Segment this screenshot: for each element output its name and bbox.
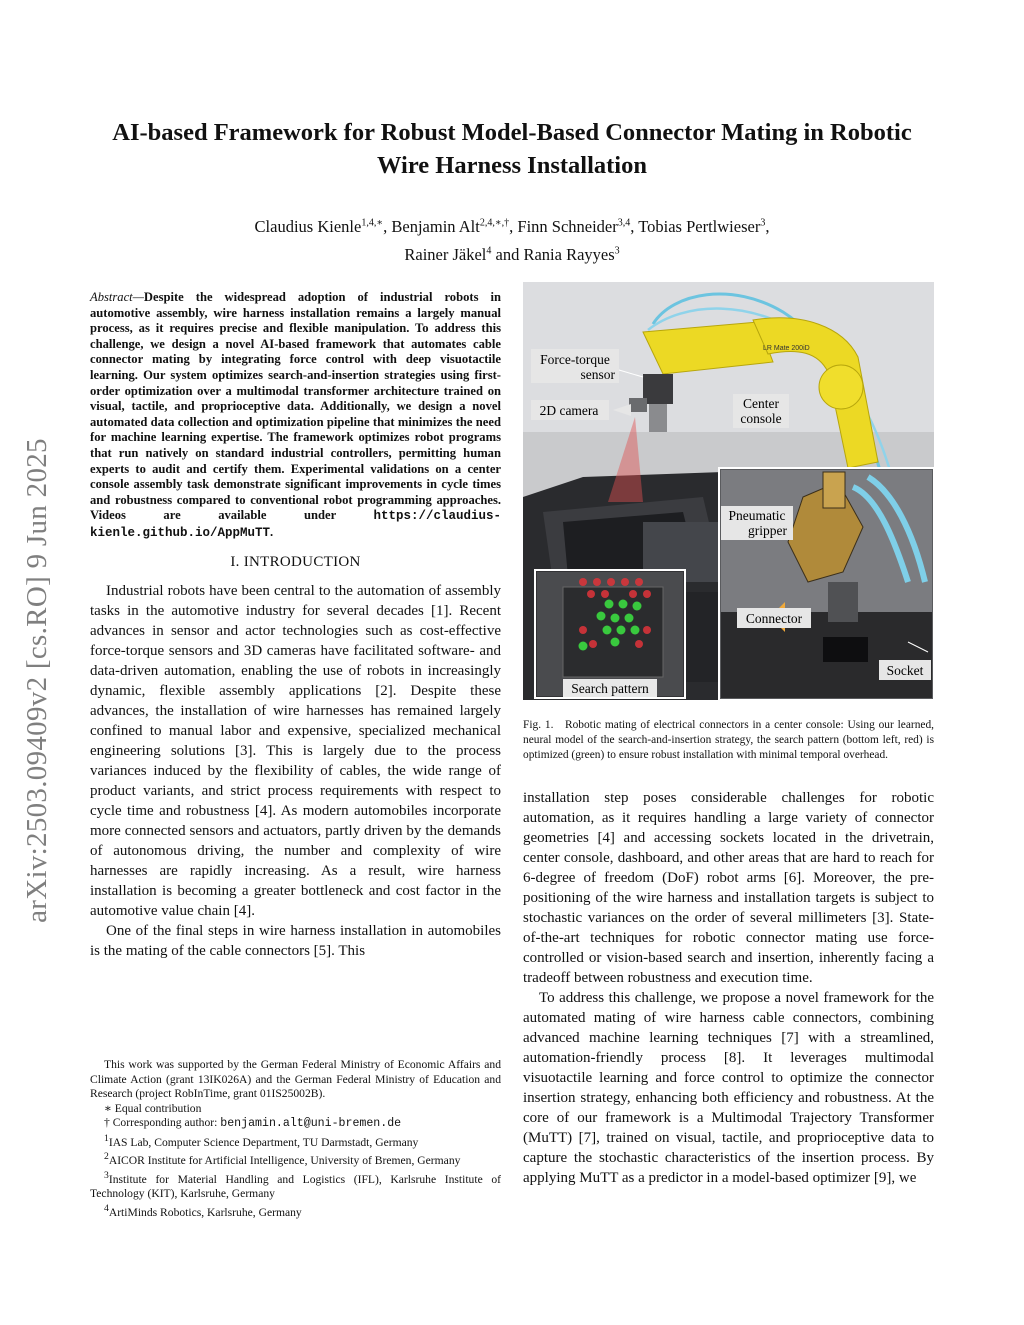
caption-text: Robotic mating of electrical connectors in a center console: Using our learned, neural model of the search-and-insertion strategy, the search pattern (bottom left, red) is optimized (green) to ensure robust installation with minimal temporal overhead.: [523, 719, 935, 761]
author: Rainer Jäkel$^4$ and: [404, 245, 524, 264]
robot-photo-illustration: [523, 282, 934, 700]
author-email[interactable]: benjamin.alt@uni-bremen.de: [220, 1117, 402, 1131]
label-search-pattern: Search pattern: [571, 681, 649, 696]
label-2d-camera: 2D camera: [539, 403, 599, 418]
video-link[interactable]: https://claudius-kienle.github.io/AppMuTT: [90, 509, 501, 540]
left-column: [90, 290, 501, 961]
footnotes: [90, 1058, 501, 1220]
figure-robot-setup: [523, 282, 934, 700]
author: Finn Schneider$^{3,4}$,: [517, 216, 639, 236]
abstract-text: Despite the widespread adoption of industrial robots in automotive assembly, wire harness installation remains a largely manual process, as it requires precise and flexible manipulation. To address this challenge, we design a novel AI-based framework that automates cable connector mating by integrating force control with deep visuotactile learning. Our system optimizes search-and-insertion strategies using first-order optimization over a multimodal transformer architecture trained on visual, tactile, and proprioceptive data. Additionally, we design a novel automated data collection and optimization pipeline that minimizes the need for machine learning expertise. The framework optimizes robot programs that run natively on standard industrial controllers, permitting human experts to audit and certify them. Experimental validations on a center console assembly task demonstrate significant improvements in cycle times and robustness compared to conventional robot programming approaches. Videos are available under: [90, 290, 501, 523]
paragraph: Industrial robots have been central to the automation of assembly tasks in the automotive industry for several decades [1]. Recent advances in sensor and actor technologies such as cost-effective force-torque sensors and 3D cameras have facilitated software- and data-driven automation, enabling the use of robots in increasingly dynamic, flexible assembly applications [2]. Despite these advances, the installation of wire harnesses has remained largely confined to manual labor and expensive, specialized mechanical engineering solutions [3]. This is largely due to the process variances induced by the flexibility of cables, the wide range of product variants, and strict process requirements with respect to cycle time and robustness [4]. As modern automobiles incorporate more connected sensors and actuators, partly driven by the demands of autonomous driving, the number and complexity of wire harnesses are rapidly increasing. As a result, wire harness installation is becoming a greater bottleneck and cost factor in the automotive value chain [4].: [90, 582, 501, 919]
caption-label: Fig. 1.: [523, 719, 554, 731]
label-connector: Connector: [745, 611, 803, 626]
search-pattern-inset: [535, 570, 685, 698]
affiliation: $^2$AICOR Institute for Artificial Intelligence, University of Bremen, Germany: [104, 1151, 461, 1168]
label-force-torque: Force-torque: [540, 352, 610, 367]
paper-title: AI-based Framework for Robust Model-Based Connector Mating in Robotic Wire Harness Installation: [112, 119, 912, 179]
figure-caption: [523, 718, 934, 763]
author-list: [90, 210, 934, 267]
section-heading: I. INTRODUCTION: [230, 553, 361, 570]
arxiv-identifier: arXiv:2503.09409v2 [cs.RO] 9 Jun 2025: [20, 437, 53, 923]
label-pneumatic-gripper: Pneumatic: [728, 508, 786, 523]
svg-text:gripper: gripper: [748, 523, 787, 538]
paragraph: One of the final steps in wire harness installation in automobiles is the mating of the cable connectors [5]. This: [90, 922, 501, 959]
abstract-label: Abstract: [90, 290, 133, 304]
right-column: [523, 788, 934, 1188]
intro-left-text: [90, 581, 501, 961]
author: Benjamin Alt$^{2,4,∗,\dagger}$,: [391, 216, 518, 236]
funding-note: This work was supported by the German Federal Ministry of Economic Affairs and Climate Action (grant 13IK026A) and the German Federal Ministry of Education and Research (project RobInTime, grant 01IS25002B).: [90, 1058, 501, 1101]
affiliation: $^3$Institute for Material Handling and Logistics (IFL), Karlsruhe Institute of Technology (KIT), Karlsruhe, Germany: [90, 1169, 501, 1201]
label-force-torque-2: sensor: [580, 367, 615, 382]
author: Tobias Pertlwieser$^3$,: [638, 216, 770, 236]
affiliation: $^4$ArtiMinds Robotics, Karlsruhe, Germany: [104, 1202, 302, 1219]
equal-contribution-note: ∗ Equal contribution: [104, 1101, 202, 1115]
paragraph: To address this challenge, we propose a novel framework for the automated mating of wire harness cable connectors, combining advanced machine learning techniques [7] with a streamlined, automation-friendly process [8]. It leverages multimodal visuotactile learning and force control to optimize the connector insertion strategy, enhancing both efficiency and robustness. At the core of our framework is a Multimodal Trajectory Transformer (MuTT) [7], trained on visual, tactile, and proprioceptive data to capture the stochastic characteristics of the insertion process. By applying MuTT as a predictor in a model-based optimizer [9], we: [523, 990, 934, 1186]
author: Claudius Kienle$^{1,4,∗}$,: [254, 216, 392, 236]
abstract: Abstract—Despite the widespread adoption of industrial robots in automotive assembly, wire harness installation remains a largely manual process, as it requires precise and flexible manipulation. To address this challenge, we design a novel AI-based framework that automates cable connector mating by integrating force control with deep visuotactile learning. Our system optimizes search-and-insertion strategies using first-order optimization over a multimodal transformer architecture trained on visual, tactile, and proprioceptive data. Additionally, we design a novel automated data collection and optimization pipeline that minimizes the need for machine learning expertise. The framework optimizes robot programs that run natively on standard industrial controllers, permitting human experts to audit and certify them. Experimental validations on a center console assembly task demonstrate significant improvements in cycle times and robustness compared to conventional robot programming approaches. Videos are available under https://claudius-kienle.github.io/AppMuTT.: [90, 290, 501, 540]
affiliation: $^1$IAS Lab, Computer Science Department, TU Darmstadt, Germany: [104, 1132, 419, 1149]
svg-text:console: console: [740, 411, 782, 426]
paragraph: installation step poses considerable challenges for robotic automation, as it requires handling a large variety of connector geometries [4] and accessing sockets located in the drivetrain, center console, dashboard, and other areas that are hard to reach for 6-degree of freedom (DoF) robot arms [6]. Moreover, the pre-positioning of the wire harness and installation targets is subject to stochastic variances on the order of several millimeters [3]. State-of-the-art techniques for robotic connector mating use force-controlled or vision-based search and insertion, inherently facing a tradeoff between robustness and execution time.: [523, 790, 934, 986]
label-socket: Socket: [886, 663, 924, 678]
author: Rania Rayyes$^3$: [523, 245, 620, 264]
label-center-console: Center: [743, 396, 779, 411]
robot-model-text: LR Mate 200iD: [763, 345, 810, 352]
corresponding-author-note: † Corresponding author: benjamin.alt@uni-bremen.de: [104, 1116, 402, 1131]
